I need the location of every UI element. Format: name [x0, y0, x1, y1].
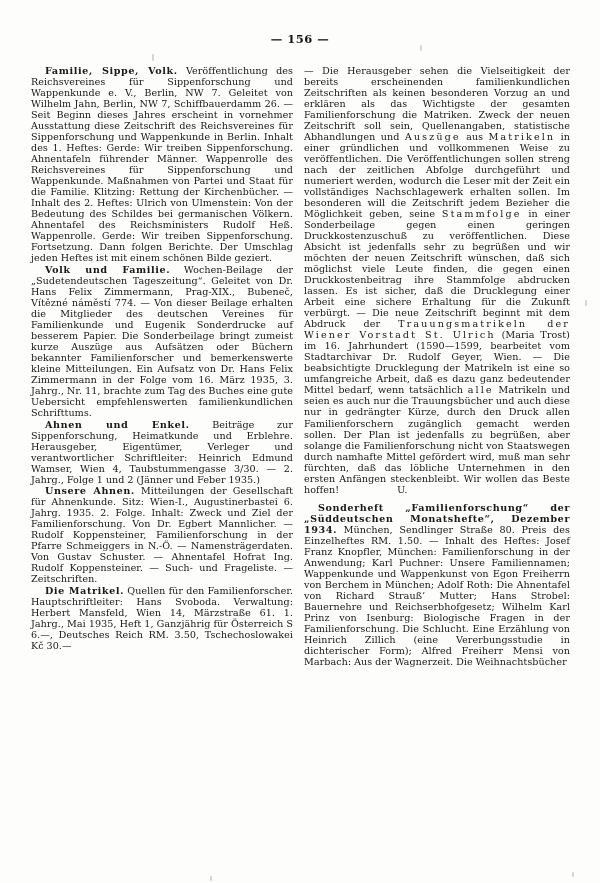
entry-signature: U. — [397, 484, 408, 496]
scan-speck — [572, 872, 574, 877]
entry-body-5: (Maria Trost) im 16. Jahrhundert (1590—1599, bearbeitet vom Stadtarchivar Dr. Rudolf Geyer, Wien. — Die beabsichtigte Drucklegung der Matrikeln ist eine so umfangreiche Arbeit, daß es dazu ganz bedeutender Mittel bedarf, wenn tatsächlich — [304, 330, 570, 397]
emphasis-trauungsmatrikeln: Trauungsmatrikeln der Wiener Vorstadt St. Ulrich — [304, 319, 570, 342]
entry-body: Quellen für den Familienforscher. Hauptschriftleiter: Hans Svoboda. Verwaltung: Herbert Mansfeld, Wien 14, Märzstraße 61. 1. Jahrg., Mai 1935, Heft 1, Ganzjährig für Österreich S 6.—, Deutsches Reich RM. 3.50, Tschechoslowakei Kč 30.— — [31, 585, 294, 652]
scan-speck — [152, 54, 154, 61]
emphasis-stammfolge: Stammfolge — [441, 209, 522, 221]
entry-familie-sippe-volk — [31, 66, 293, 264]
entry-volk-und-familie — [31, 265, 293, 419]
emphasis-auszüge: Auszüge — [404, 132, 461, 144]
entry-body-3: in einer gründlichen und vollkommenen Weise zu veröffentlichen. Die Veröffentlichungen sollen streng nach der zeitlichen Abfolge durchgeführt und numeriert werden, wodurch die Leser mit der Zeit ein vollständiges Nachschlagewerk erhalten sollen. Im besonderen will die Zeitschrift jedem Bezieher die Möglichkeit geben, seine — [304, 132, 570, 221]
entry-body-6: Matrikeln und seien es auch nur die Trauungsbücher und auch diese nur in gedrängter Kürze, durch den Druck allen Familienforschern zugänglich gemacht werden sollen. Der Plan ist jedenfalls zu begrüßen, aber solange die Familienforschung nicht von Staatswegen durch namhafte Mittel gefördert wird, muß man sehr fürchten, daß das löbliche Unternehmen in den ersten Anfängen steckenbleibt. Wir wollen das Beste hoffen! — [304, 385, 571, 496]
entry-body: Veröffentlichung des Reichsvereines für Sippenforschung und Wappenkunde e. V., Berlin, NW 7. Geleitet von Wilhelm Jahn, Berlin, NW 7, Schiffbauerdamm 26. — Seit Beginn dieses Jahres erscheint in vornehmer Ausstattung diese Zeitschrift des Reichsvereines für Sippenforschung und Wappenkunde in Berlin. Inhalt des 1. Heftes: Gerde: Wir treiben Sippenforschung. Ahnentafeln führender Männer. Wappenrolle des Reichsvereines für Sippenforschung und Wappenkunde. Maßnahmen von Partei und Staat für die Familie. Klitzing: Rettung der Kirchenbücher. — Inhalt des 2. Heftes: Ulrich von Ulmenstein: Von der Bedeutung des Schildes bei germanischen Völkern. Ahnentafel des Reichsministers Rudolf Heß. Wappenrolle. Gerde: Wir treiben Sippenforschung. Fortsetzung. Dann folgen Berichte. Der Umschlag jeden Heftes ist mit einem schönen Bilde geziert. — [31, 66, 293, 265]
body-columns — [31, 66, 570, 866]
entry-body: Mitteilungen der Gesellschaft für Ahnenkunde. Sitz: Wien-I., Augustinerbastei 6. Jahrg. 1935. 2. Folge. Inhalt: Zweck und Ziel der Familienforschung. Von Dr. Egbert Mannlicher. — Rudolf Koppensteiner, Familienforschung in der Pfarre Schmeiggers in N.-Ö. — Namensträgerdaten. Von Gustav Schuster. — Ahnentafel Hofrat Ing. Rudolf Koppensteiner. — Such- und Frageliste. — Zeitschriften. — [31, 486, 293, 586]
entry-die-matrikel-continued — [304, 66, 570, 496]
entry-title: Volk und Familie. — [45, 264, 171, 276]
scan-speck — [210, 876, 212, 881]
page-header — [0, 0, 600, 46]
entry-unsere-ahnen — [31, 486, 293, 585]
entry-body: München, Sendlinger Straße 80. Preis des Einzelheftes RM. 1.50. — Inhalt des Heftes: Josef Franz Knopfler, München: Familienforschung in der Anwendung; Karl Puchner: Unsere Familiennamen; Wappenkunde und Wappenkunst von Egon Freiherrn von Berchem in München; Adolf Roth: Die Ahnentafel von Richard Strauß’ Mutter; Hans Strobel: Bauernehre und Reichserbhofgesetz; Wilhelm Karl Prinz von Isenburg: Biologische Fragen in der Familienforschung. Die Schlucht. Eine Erzählung von Heinrich Zillich (eine Vererbungsstudie in dichterischer Form); Alfred Freiherr Mensi von Marbach: Aus der Wagnerzeit. Die Weihnachtsbücher — [304, 524, 570, 668]
entry-title: Ahnen und Enkel. — [45, 419, 190, 431]
entry-die-matrikel — [31, 586, 293, 652]
entry-title: Unsere Ahnen. — [45, 486, 135, 498]
emphasis-alle: alle — [467, 385, 494, 397]
column-right — [304, 66, 570, 866]
emphasis-matrikeln: Matrikeln — [488, 132, 556, 144]
entry-body-4: in einer Sonderbeilage gegen einen geringen Druckkostenzuschuß zu veröffentlichen. Diese Absicht ist jedenfalls sehr zu begrüßen und wir möchten der neuen Zeitschrift wünschen, daß sich möglichst viele Leute finden, die gegen einen Druckkostenbeitrag ihre Stammfolge abdrucken lassen. Es ist sicher, daß die Drucklegung einer Arbeit eine sichere Erhaltung für die Zukunft verbürgt. — Die neue Zeitschrift beginnt mit dem Abdruck der — [304, 209, 570, 331]
column-left — [31, 66, 293, 866]
scan-speck — [585, 300, 587, 306]
entry-body: — Die Herausgeber sehen die Vielseitigkeit der bereits erscheinenden familienkundlichen Zeitschriften als keinen besonderen Vorzug an und erklären als das Wichtigste der gesamten Familienforschung die Matriken. Zweck der neuen Zeitschrift soll sein, Quellenangaben, statistische Abhandlungen und — [304, 66, 570, 144]
entry-title: Sonderheft „Familienforschung“ der „Süddeutschen Monatshefte“, Dezember 1934. — [304, 502, 570, 536]
entry-body: Beiträge zur Sippenforschung, Heimatkunde und Erblehre. Herausgeber, Eigentümer, Verleger und verantwortlicher Schriftleiter: Heinrich Edmund Wamser, Wien 4, Taubstummengasse 3/30. — 2. Jahrg., Folge 1 und 2 (Jänner und Feber 1935.) — [31, 419, 293, 486]
entry-sonderheft-familienforschung — [304, 503, 570, 668]
entry-title: Familie, Sippe, Volk. — [45, 66, 178, 77]
entry-body-2: aus — [466, 132, 484, 144]
page-number: — 156 — — [270, 32, 330, 46]
entry-title: Die Matrikel. — [45, 585, 125, 597]
entry-ahnen-und-enkel — [31, 420, 293, 486]
entry-body: Wochen-Beilage der „Sudetendeutschen Tageszeitung“. Geleitet von Dr. Hans Felix Zimmermann, Prag-XIX., Bubeneč, Vítězné náměstí 774. — Von dieser Beilage erhalten die Mitglieder des deutschen Vereines für Familienkunde und Eugenik Sonderdrucke auf besserem Papier. Die Sonderbeilage bringt zumeist kurze Auszüge aus Aufsätzen oder Büchern bekannter Familienforscher und bemerkenswerte kleine Mitteilungen. Ein Aufsatz von Dr. Hans Felix Zimmermann in der Folge vom 16. März 1935, 3. Jahrg., Nr. 11, brachte zum Tag des Buches eine gute Uebersicht empfehlenswerten familienkundlichen Schrifttums. — [31, 264, 293, 419]
scan-speck — [420, 45, 422, 51]
